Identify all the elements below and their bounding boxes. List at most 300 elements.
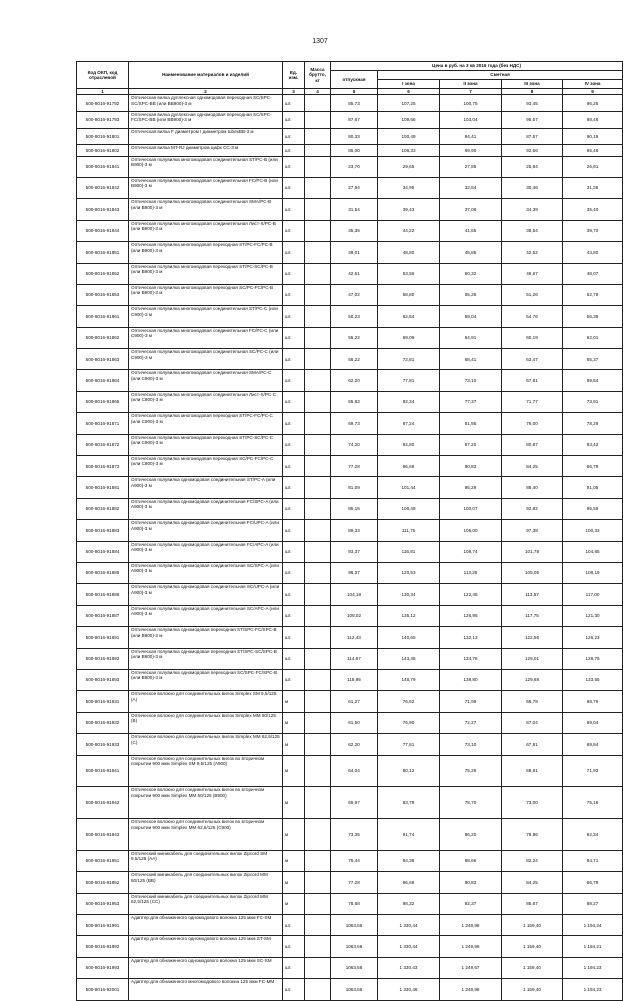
zone-4-price: 43,80 — [563, 242, 623, 263]
zone-3-price: 60,19 — [502, 327, 563, 348]
zone-2-price: 100,07 — [440, 498, 502, 519]
zone-2-price: 95,29 — [440, 477, 502, 498]
item-unit: шт. — [283, 370, 305, 391]
table-row — [77, 957, 623, 978]
item-unit: шт. — [283, 979, 305, 1000]
zone-3-price: 101,78 — [502, 541, 563, 562]
zone-4-price: 62,01 — [563, 327, 623, 348]
zone-4-price: 35,40 — [563, 199, 623, 220]
item-name: Оптическая полувилка одномодовая соединительная SC/APC-A (или A900)-3 м — [129, 605, 283, 626]
zone-1-price: 94,38 — [378, 850, 440, 871]
zone-3-price: 1 159,40 — [502, 915, 563, 936]
zone-2-price: 64,91 — [440, 327, 502, 348]
release-price: 61,50 — [331, 712, 378, 733]
zone-4-price: 82,34 — [563, 819, 623, 851]
column-number: 5 — [331, 89, 378, 95]
item-code: 500-8016-91841 — [77, 156, 129, 177]
zone-4-price: 84,71 — [563, 850, 623, 871]
table-row — [77, 156, 623, 177]
item-unit: шт. — [283, 456, 305, 477]
zone-3-price: 129,68 — [502, 669, 563, 690]
release-price: 118,95 — [331, 669, 378, 690]
table-row — [77, 199, 623, 220]
header-zone-3: III зона — [502, 80, 563, 89]
item-name: Оптическая полувилка многомодовая переходная SC/PC-FC/PC-B (или B900)-3 м — [129, 284, 283, 305]
item-name: Оптическая полувилка одномодовая соединительная ST/PC-A (или A900)-3 м — [129, 477, 283, 498]
zone-3-price: 79,96 — [502, 819, 563, 851]
zone-4-price: 86,78 — [563, 456, 623, 477]
release-price: 69,73 — [331, 413, 378, 434]
zone-1-price: 106,49 — [378, 498, 440, 519]
item-mass — [305, 477, 331, 498]
zone-2-price: 27,85 — [440, 156, 502, 177]
zone-1-price: 96,69 — [378, 872, 440, 893]
zone-4-price: 90,19 — [563, 128, 623, 145]
zone-1-price: 130,34 — [378, 584, 440, 605]
zone-1-price: 83,78 — [378, 787, 440, 819]
zone-4-price: 56,39 — [563, 306, 623, 327]
zone-1-price: 1 330,44 — [378, 915, 440, 936]
item-code: 500-8016-91993 — [77, 957, 129, 978]
column-number: 3 — [283, 89, 305, 95]
table-row — [77, 819, 623, 851]
zone-1-price: 76,90 — [378, 712, 440, 733]
item-mass — [305, 306, 331, 327]
item-code: 500-8016-91882 — [77, 498, 129, 519]
zone-4-price: 128,76 — [563, 648, 623, 669]
table-row — [77, 284, 623, 305]
table-row — [77, 915, 623, 936]
zone-4-price: 1 194,24 — [563, 915, 623, 936]
table-row — [77, 584, 623, 605]
item-code: 500-8016-91932 — [77, 712, 129, 733]
item-name: Адаптер для обнаженного одномодового волокна 125 мкм ST-SM — [129, 936, 283, 957]
zone-3-price: 73,00 — [502, 787, 563, 819]
zone-2-price: 41,55 — [440, 220, 502, 241]
release-price: 39,01 — [331, 242, 378, 263]
zone-3-price: 67,81 — [502, 370, 563, 391]
zone-4-price: 104,85 — [563, 541, 623, 562]
item-unit: шт. — [283, 957, 305, 978]
zone-1-price: 48,80 — [378, 242, 440, 263]
item-unit: м — [283, 850, 305, 871]
zone-1-price: 53,55 — [378, 263, 440, 284]
release-price: 93,37 — [331, 541, 378, 562]
item-mass — [305, 263, 331, 284]
item-mass — [305, 128, 331, 145]
zone-1-price: 69,09 — [378, 327, 440, 348]
zone-4-price: 88,27 — [563, 893, 623, 914]
zone-4-price: 78,29 — [563, 413, 623, 434]
release-price: 65,83 — [331, 391, 378, 412]
item-mass — [305, 284, 331, 305]
table-row — [77, 242, 623, 263]
item-mass — [305, 584, 331, 605]
item-code: 500-8016-91884 — [77, 541, 129, 562]
item-name: Оптическая полувилка одномодовая соединительная SC/SPC-A (или A900)-3 м — [129, 563, 283, 584]
zone-3-price: 87,57 — [502, 128, 563, 145]
zone-2-price: 87,20 — [440, 434, 502, 455]
zone-1-price: 116,81 — [378, 541, 440, 562]
item-unit: м — [283, 893, 305, 914]
item-code: 500-8016-91863 — [77, 349, 129, 370]
zone-2-price: 1 249,98 — [440, 915, 502, 936]
item-name: Оптическая вилка дуплексная одномодовая переходная SC/SPC-SC/SPC-BB (или BB900)-3 м — [129, 95, 283, 112]
zone-3-price: 92,82 — [502, 498, 563, 519]
table-row — [77, 520, 623, 541]
item-mass — [305, 220, 331, 241]
item-mass — [305, 177, 331, 198]
zone-2-price: 59,04 — [440, 306, 502, 327]
zone-4-price: 69,04 — [563, 712, 623, 733]
item-code: 500-8016-91953 — [77, 893, 129, 914]
table-row — [77, 850, 623, 871]
release-price: 35,35 — [331, 220, 378, 241]
item-name: Оптический миникабель для соединительных вилок Zipcord SM 9,5/125 (AA) — [129, 850, 283, 871]
item-code: 500-8016-91842 — [77, 177, 129, 198]
item-code: 500-8016-91886 — [77, 584, 129, 605]
item-unit: шт. — [283, 306, 305, 327]
zone-3-price: 54,76 — [502, 306, 563, 327]
zone-2-price: 32,84 — [440, 177, 502, 198]
item-name: Оптическая вилка F диаметром I диаметром tubexBB-3 м — [129, 128, 283, 145]
item-unit: шт. — [283, 128, 305, 145]
release-price: 80,33 — [331, 128, 378, 145]
item-mass — [305, 734, 331, 755]
header-zone-4: IV зона — [563, 80, 623, 89]
release-price: 1063,56 — [331, 936, 378, 957]
table-row — [77, 541, 623, 562]
item-unit: шт. — [283, 112, 305, 129]
table-row — [77, 872, 623, 893]
release-price: 112,43 — [331, 627, 378, 648]
item-unit: шт. — [283, 648, 305, 669]
zone-1-price: 77,81 — [378, 734, 440, 755]
release-price: 62,20 — [331, 734, 378, 755]
item-mass — [305, 541, 331, 562]
item-mass — [305, 242, 331, 263]
header-unit: Ед. изм. — [283, 62, 305, 89]
zone-3-price: 38,54 — [502, 220, 563, 241]
item-mass — [305, 349, 331, 370]
item-mass — [305, 691, 331, 712]
zone-3-price: 117,75 — [502, 605, 563, 626]
zone-4-price: 39,70 — [563, 220, 623, 241]
release-price: 31,54 — [331, 199, 378, 220]
zone-1-price: 39,43 — [378, 199, 440, 220]
table-row — [77, 787, 623, 819]
zone-3-price: 1 159,40 — [502, 979, 563, 1000]
item-mass — [305, 755, 331, 787]
zone-1-price: 140,65 — [378, 627, 440, 648]
item-name: Оптическая полувилка многомодовая соединительная Лист-X/PC-C (или C900)-3 м — [129, 391, 283, 412]
zone-3-price: 51,26 — [502, 284, 563, 305]
zone-3-price: 63,47 — [502, 349, 563, 370]
zone-4-price: 69,84 — [563, 734, 623, 755]
item-mass — [305, 605, 331, 626]
zone-2-price: 68,41 — [440, 349, 502, 370]
release-price: 75,44 — [331, 850, 378, 871]
table-row — [77, 306, 623, 327]
zone-4-price: 83,42 — [563, 434, 623, 455]
item-mass — [305, 957, 331, 978]
header-zone-2: II зона — [440, 80, 502, 89]
release-price: 96,37 — [331, 563, 378, 584]
zone-3-price: 105,05 — [502, 563, 563, 584]
item-name: Оптическая полувилка одномодовая соединительная FC/SPC-A (или A900)-3 м — [129, 498, 283, 519]
zone-2-price: 71,99 — [440, 691, 502, 712]
item-name: Оптическое волокно для соединительных вилок Simplex MM 50/125 (B) — [129, 712, 283, 733]
item-code: 500-8016-91865 — [77, 391, 129, 412]
zone-1-price: 58,80 — [378, 284, 440, 305]
zone-4-price: 26,61 — [563, 156, 623, 177]
zone-2-price: 99,90 — [440, 145, 502, 156]
item-unit: шт. — [283, 95, 305, 112]
zone-1-price: 87,24 — [378, 413, 440, 434]
table-row — [77, 263, 623, 284]
release-price: 77,28 — [331, 456, 378, 477]
table-row — [77, 755, 623, 787]
table-row — [77, 498, 623, 519]
zone-3-price: 125,01 — [502, 648, 563, 669]
zone-2-price: 90,83 — [440, 872, 502, 893]
item-unit: шт. — [283, 434, 305, 455]
zone-4-price: 71,93 — [563, 755, 623, 787]
zone-3-price: 30,46 — [502, 177, 563, 198]
release-price: 89,33 — [331, 520, 378, 541]
zone-4-price: 95,59 — [563, 498, 623, 519]
zone-4-price: 108,19 — [563, 563, 623, 584]
table-row — [77, 477, 623, 498]
zone-2-price: 81,95 — [440, 413, 502, 434]
item-unit: шт. — [283, 156, 305, 177]
zone-4-price: 48,07 — [563, 263, 623, 284]
column-number: 9 — [563, 89, 623, 95]
zone-1-price: 92,80 — [378, 434, 440, 455]
item-code: 500-8016-91943 — [77, 819, 129, 851]
item-name: Оптическая полувилка одномодовая соединительная SC/UPC-A (или A900)-3 м — [129, 584, 283, 605]
zone-4-price: 100,33 — [563, 520, 623, 541]
release-price: 81,09 — [331, 477, 378, 498]
zone-3-price: 82,24 — [502, 850, 563, 871]
zone-3-price: 25,84 — [502, 156, 563, 177]
zone-1-price: 96,69 — [378, 456, 440, 477]
table-row — [77, 327, 623, 348]
item-name: Адаптер для обнаженного одномодового волокна 125 мкм SC-SM — [129, 957, 283, 978]
zone-1-price: 1 330,46 — [378, 979, 440, 1000]
zone-1-price: 148,79 — [378, 669, 440, 690]
item-mass — [305, 327, 331, 348]
table-row — [77, 370, 623, 391]
item-mass — [305, 979, 331, 1000]
zone-3-price: 122,56 — [502, 627, 563, 648]
table-row — [77, 177, 623, 198]
zone-3-price: 76,00 — [502, 413, 563, 434]
item-code: 500-8016-91852 — [77, 263, 129, 284]
item-unit: шт. — [283, 349, 305, 370]
zone-1-price: 62,84 — [378, 306, 440, 327]
item-unit: м — [283, 755, 305, 787]
item-mass — [305, 563, 331, 584]
zone-3-price: 69,81 — [502, 755, 563, 787]
item-mass — [305, 199, 331, 220]
zone-4-price: 91,05 — [563, 477, 623, 498]
zone-1-price: 91,74 — [378, 819, 440, 851]
zone-3-price: 66,79 — [502, 691, 563, 712]
item-name: Оптическая полувилка одномодовая переходная ST/SPC-SC/SPC-B (или B900)-3 м — [129, 648, 283, 669]
table-row — [77, 563, 623, 584]
item-mass — [305, 434, 331, 455]
item-name: Оптическая полувилка многомодовая переходная SC/PC-FC/PC-C (или C900)-3 м — [129, 456, 283, 477]
item-mass — [305, 936, 331, 957]
release-price: 87,67 — [331, 112, 378, 129]
zone-2-price: 73,10 — [440, 734, 502, 755]
item-mass — [305, 850, 331, 871]
zone-1-price: 101,44 — [378, 477, 440, 498]
table-row — [77, 712, 623, 733]
table-body — [77, 95, 623, 1000]
item-code: 500-8016-91801 — [77, 128, 129, 145]
zone-3-price: 46,67 — [502, 263, 563, 284]
zone-1-price: 135,12 — [378, 605, 440, 626]
item-unit: шт. — [283, 605, 305, 626]
column-number: 1 — [77, 89, 129, 95]
release-price: 108,02 — [331, 605, 378, 626]
zone-3-price: 93,45 — [502, 95, 563, 112]
item-name: Оптическая вилка дуплексная одномодовая переходная SC/SPC-FC/SPC-BB (или BB900)-3 м — [129, 112, 283, 129]
zone-2-price: 100,75 — [440, 95, 502, 112]
item-unit: шт. — [283, 177, 305, 198]
item-name: Оптическая полувилка многомодовая соединительная SMA/PC-B (или B900)-3 м — [129, 199, 283, 220]
zone-2-price: 88,66 — [440, 850, 502, 871]
item-code: 500-8016-91871 — [77, 413, 129, 434]
table-row — [77, 413, 623, 434]
item-code: 500-8016-91893 — [77, 669, 129, 690]
item-unit: шт. — [283, 584, 305, 605]
item-mass — [305, 872, 331, 893]
item-unit: шт. — [283, 263, 305, 284]
release-price: 77,28 — [331, 872, 378, 893]
item-name: Оптическое волокно для соединительных вилок во вторичном покрытии 900 мкм Simplex SM 9,5/125 (A900) — [129, 755, 283, 787]
item-name: Оптическая полувилка многомодовая переходная ST/PC-FC/PC-B (или B900)-3 м — [129, 242, 283, 263]
item-unit: шт. — [283, 563, 305, 584]
item-name: Оптическая полувилка многомодовая соединительная Лист-X/PC-B (или B900)-3 м — [129, 220, 283, 241]
zone-2-price: 78,70 — [440, 787, 502, 819]
item-unit: шт. — [283, 220, 305, 241]
column-number: 6 — [378, 89, 440, 95]
header-mass: Масса брутто, кг — [305, 62, 331, 89]
zone-3-price: 113,57 — [502, 584, 563, 605]
zone-2-price: 109,74 — [440, 541, 502, 562]
release-price: 47,02 — [331, 284, 378, 305]
release-price: 23,70 — [331, 156, 378, 177]
zone-1-price: 143,46 — [378, 648, 440, 669]
zone-1-price: 80,12 — [378, 755, 440, 787]
item-name: Оптическое волокно для соединительных вилок Simplex MM 62,5/125 (C) — [129, 734, 283, 755]
item-name: Адаптер для обнаженного многомодового волокна 125 мкм FC-MM — [129, 979, 283, 1000]
release-price: 55,22 — [331, 327, 378, 348]
item-mass — [305, 520, 331, 541]
item-code: 500-8016-91864 — [77, 370, 129, 391]
header-price-group: Цена в руб. на 3 кв 2016 года (без НДС) — [331, 62, 623, 71]
release-price: 62,20 — [331, 370, 378, 391]
item-code: 500-8016-91862 — [77, 327, 129, 348]
table-row — [77, 95, 623, 112]
zone-3-price: 92,66 — [502, 145, 563, 156]
table-row — [77, 391, 623, 412]
zone-2-price: 75,26 — [440, 755, 502, 787]
zone-4-price: 121,30 — [563, 605, 623, 626]
zone-3-price: 84,25 — [502, 456, 563, 477]
zone-1-price: 120,53 — [378, 563, 440, 584]
table-row — [77, 691, 623, 712]
item-code: 500-8016-91844 — [77, 220, 129, 241]
table-row — [77, 145, 623, 156]
zone-3-price: 71,77 — [502, 391, 563, 412]
header-code: Код ОКП, код отраслевой — [77, 62, 129, 89]
zone-4-price: 1 194,23 — [563, 979, 623, 1000]
header-zone-1: I зона — [378, 80, 440, 89]
zone-2-price: 139,80 — [440, 669, 502, 690]
zone-4-price: 1 194,23 — [563, 957, 623, 978]
release-price: 50,23 — [331, 306, 378, 327]
item-unit: шт. — [283, 541, 305, 562]
item-code: 500-8016-91793 — [77, 112, 129, 129]
zone-3-price: 80,87 — [502, 434, 563, 455]
item-code: 500-8016-91873 — [77, 456, 129, 477]
zone-4-price: 65,37 — [563, 349, 623, 370]
zone-1-price: 76,62 — [378, 691, 440, 712]
item-name: Оптическая полувилка одномодовая переходная SC/SPC-FC/SPC-B (или B900)-3 м — [129, 669, 283, 690]
zone-2-price: 132,13 — [440, 627, 502, 648]
release-price: 64,04 — [331, 755, 378, 787]
column-number: 8 — [502, 89, 563, 95]
table-row — [77, 128, 623, 145]
zone-4-price: 31,36 — [563, 177, 623, 198]
item-code: 500-8016-91933 — [77, 734, 129, 755]
release-price: 27,94 — [331, 177, 378, 198]
table-row — [77, 648, 623, 669]
release-price: 42,61 — [331, 263, 378, 284]
item-code: 500-8016-92001 — [77, 979, 129, 1000]
zone-2-price: 134,78 — [440, 648, 502, 669]
zone-3-price: 1 159,40 — [502, 936, 563, 957]
price-table — [76, 61, 623, 1001]
zone-1-price: 109,66 — [378, 112, 440, 129]
zone-4-price: 133,55 — [563, 669, 623, 690]
column-number: 4 — [305, 89, 331, 95]
zone-2-price: 1 249,98 — [440, 979, 502, 1000]
zone-1-price: 34,95 — [378, 177, 440, 198]
zone-2-price: 50,32 — [440, 263, 502, 284]
zone-1-price: 72,81 — [378, 349, 440, 370]
zone-2-price: 126,95 — [440, 605, 502, 626]
item-mass — [305, 391, 331, 412]
zone-1-price: 111,75 — [378, 520, 440, 541]
zone-4-price: 96,25 — [563, 95, 623, 112]
zone-4-price: 52,78 — [563, 284, 623, 305]
item-unit: шт. — [283, 669, 305, 690]
zone-2-price: 77,37 — [440, 391, 502, 412]
item-code: 500-8016-91792 — [77, 95, 129, 112]
item-unit: шт. — [283, 477, 305, 498]
zone-3-price: 67,81 — [502, 734, 563, 755]
release-price: 1063,56 — [331, 915, 378, 936]
item-unit: м — [283, 872, 305, 893]
table-row — [77, 669, 623, 690]
zone-4-price: 95,46 — [563, 145, 623, 156]
table-row — [77, 456, 623, 477]
